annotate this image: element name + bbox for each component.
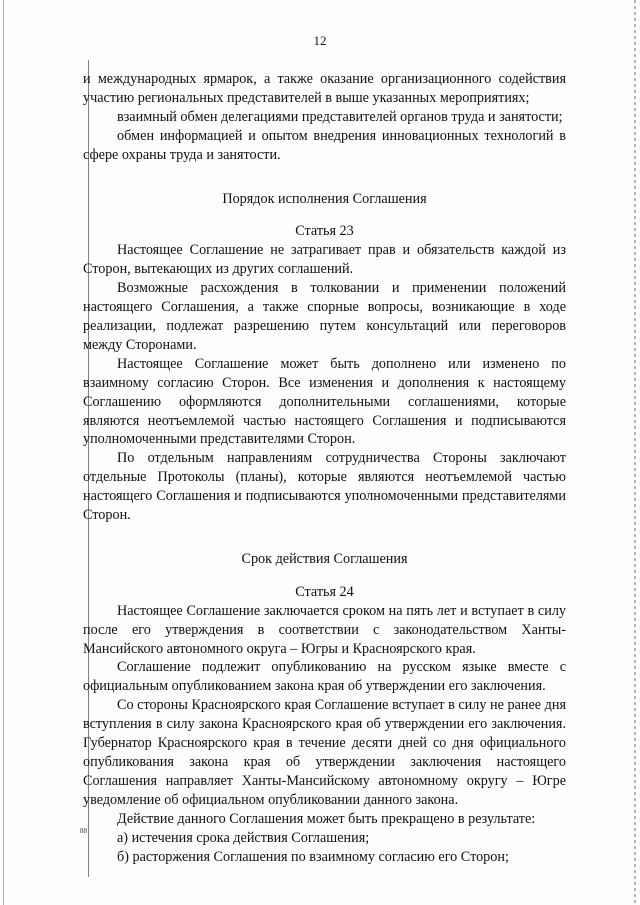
article-23-paragraph-3: Настоящее Соглашение может быть дополнено или изменено по взаимному согласию Сторон. Все изменения и дополнения к настоящему Соглашению оформляются дополнительными соглашениями, которые являются неотъемлемой частью настоящего Соглашения и подписываются уполномоченными представителями Сторон.: [83, 355, 566, 448]
scan-left-edge: [3, 0, 4, 905]
article-23-paragraph-2: Возможные расхождения в толковании и применении положений настоящего Соглашения, а также спорные вопросы, возникающие в ходе реализации, подлежат разрешению путем консультаций или переговоров между Сторонами.: [83, 280, 566, 353]
intro-paragraph-1: и международных ярмарок, а также оказание организационного содействия участию региональных представителей в выше указанных мероприятиях;: [83, 71, 566, 106]
article-24-heading: Статья 24: [295, 583, 354, 600]
scan-right-edge: [634, 0, 636, 905]
intro-paragraph-3: обмен информацией и опытом внедрения инновационных технологий в сфере охраны труда и занятости.: [83, 127, 566, 163]
article-23-heading: Статья 23: [295, 223, 354, 240]
article-24-paragraph-1: Настоящее Соглашение заключается сроком на пять лет и вступает в силу после его утверждения в соответствии с законодательством Ханты-Мансийского автономного округа – Югры и Красноярского края.: [83, 602, 566, 657]
article-24-paragraph-4: Действие данного Соглашения может быть прекращено в результате:: [117, 810, 536, 827]
page-number: 12: [313, 33, 327, 48]
footer-mark: 88: [80, 827, 87, 835]
article-23-paragraph-4: По отдельным направлениям сотрудничества Стороны заключают отдельные Протоколы (планы), которые являются неотъемлемой частью настоящего Соглашения и подписываются уполномоченными представителями Сторон.: [83, 450, 566, 524]
termination-item-a: а) истечения срока действия Соглашения;: [117, 829, 370, 846]
intro-paragraph-2: взаимный обмен делегациями представителей органов труда и занятости;: [117, 108, 563, 125]
section-title-execution: Порядок исполнения Соглашения: [222, 190, 427, 207]
article-24-paragraph-2: Соглашение подлежит опубликованию на русском языке вместе с официальным опубликованием закона края об утверждении его заключения.: [83, 659, 566, 695]
section-title-term: Срок действия Соглашения: [241, 550, 408, 567]
article-23-paragraph-1: Настоящее Соглашение не затрагивает прав и обязательств каждой из Сторон, вытекающих из других соглашений.: [83, 242, 566, 278]
document-body: [83, 70, 566, 866]
termination-item-b: б) расторжения Соглашения по взаимному согласию его Сторон;: [117, 848, 509, 865]
article-24-paragraph-3: Со стороны Красноярского края Соглашение вступает в силу не ранее дня вступления в силу закона Красноярского края об утверждении его заключения. Губернатор Красноярского края в течение десяти дней со дня официального опубликования закона края об утверждении заключения настоящего Соглашения направляет Ханты-Мансийскому автономному округу – Югре уведомление об официальном опубликовании данного закона.: [83, 697, 566, 808]
